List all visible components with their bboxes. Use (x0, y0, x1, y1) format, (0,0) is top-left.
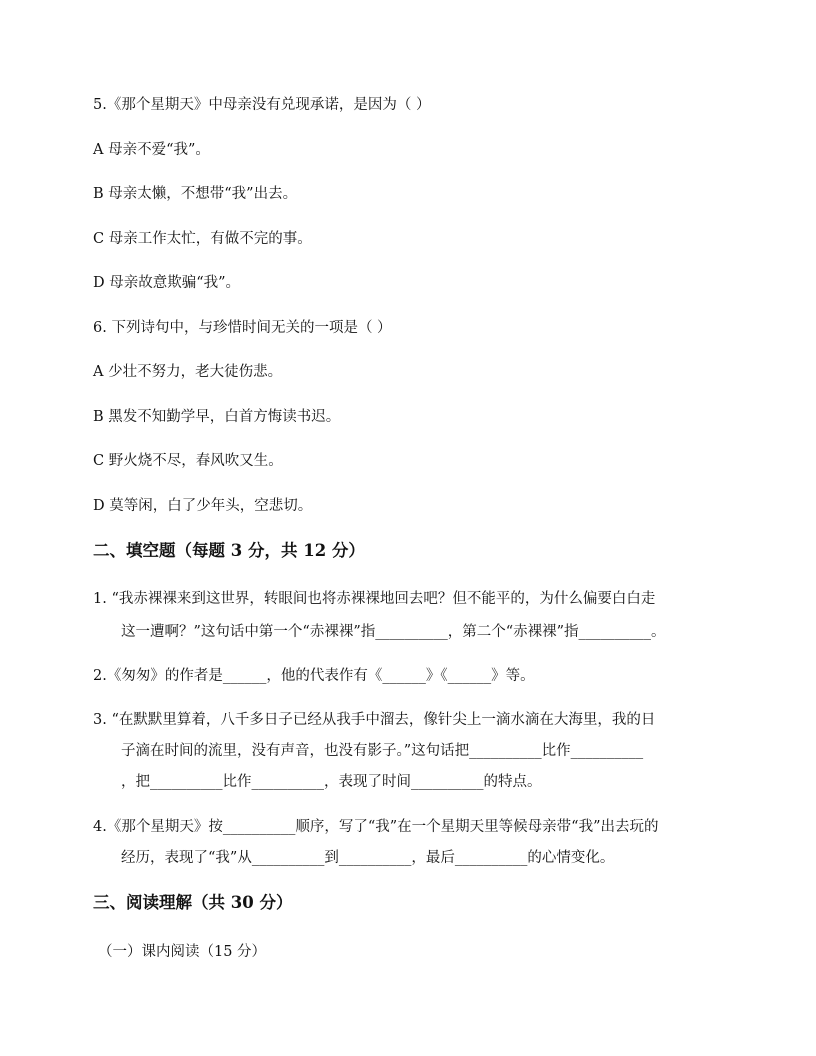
fill-question-1-line-2: 这一遭啊？”这句话中第一个“赤裸裸”指__________，第二个“赤裸裸”指__________。 (121, 624, 666, 640)
fill-question-2-line-1: 2.《匆匆》的作者是______，他的代表作有《______》《______》等。 (93, 668, 535, 684)
fill-question-3-line-1: 3. “在默默里算着，八千多日子已经从我手中溜去，像针尖上一滴水滴在大海里，我的日 (93, 712, 656, 728)
question-5-option-c: C 母亲工作太忙，有做不完的事。 (93, 231, 312, 247)
question-6-option-a: A 少壮不努力，老大徒伤悲。 (93, 364, 283, 380)
fill-question-1-line-1: 1. “我赤裸裸来到这世界，转眼间也将赤裸裸地回去吧？但不能平的，为什么偏要白白走 (93, 591, 656, 607)
reading-subsection-1: （一）课内阅读（15 分） (98, 944, 267, 960)
fill-question-4-line-1: 4.《那个星期天》按__________顺序，写了“我”在一个星期天里等候母亲带“我”出去玩的 (93, 819, 659, 835)
question-6-option-d: D 莫等闲，白了少年头，空悲切。 (93, 498, 313, 514)
question-5-option-d: D 母亲故意欺骗“我”。 (93, 275, 241, 291)
fill-question-3-line-2: 子滴在时间的流里，没有声音，也没有影子。”这句话把__________比作__________ (121, 743, 644, 759)
question-6-stem: 6. 下列诗句中，与珍惜时间无关的一项是（ ） (93, 320, 392, 336)
question-6-option-c: C 野火烧不尽，春风吹又生。 (93, 453, 283, 469)
question-5-stem: 5.《那个星期天》中母亲没有兑现承诺，是因为（ ） (93, 97, 431, 113)
question-6-option-b: B 黑发不知勤学早，白首方悔读书迟。 (93, 409, 341, 425)
section-fill-heading: 二、填空题（每题 3 分，共 12 分） (93, 541, 365, 560)
fill-question-4-line-2: 经历，表现了“我”从__________到__________，最后__________的心情变化。 (121, 850, 615, 866)
question-5-option-a: A 母亲不爱“我”。 (93, 142, 210, 158)
question-5-option-b: B 母亲太懒，不想带“我”出去。 (93, 186, 298, 202)
section-reading-heading: 三、阅读理解（共 30 分） (93, 893, 293, 912)
fill-question-3-line-3: ，把__________比作__________，表现了时间__________的特点。 (121, 774, 542, 790)
